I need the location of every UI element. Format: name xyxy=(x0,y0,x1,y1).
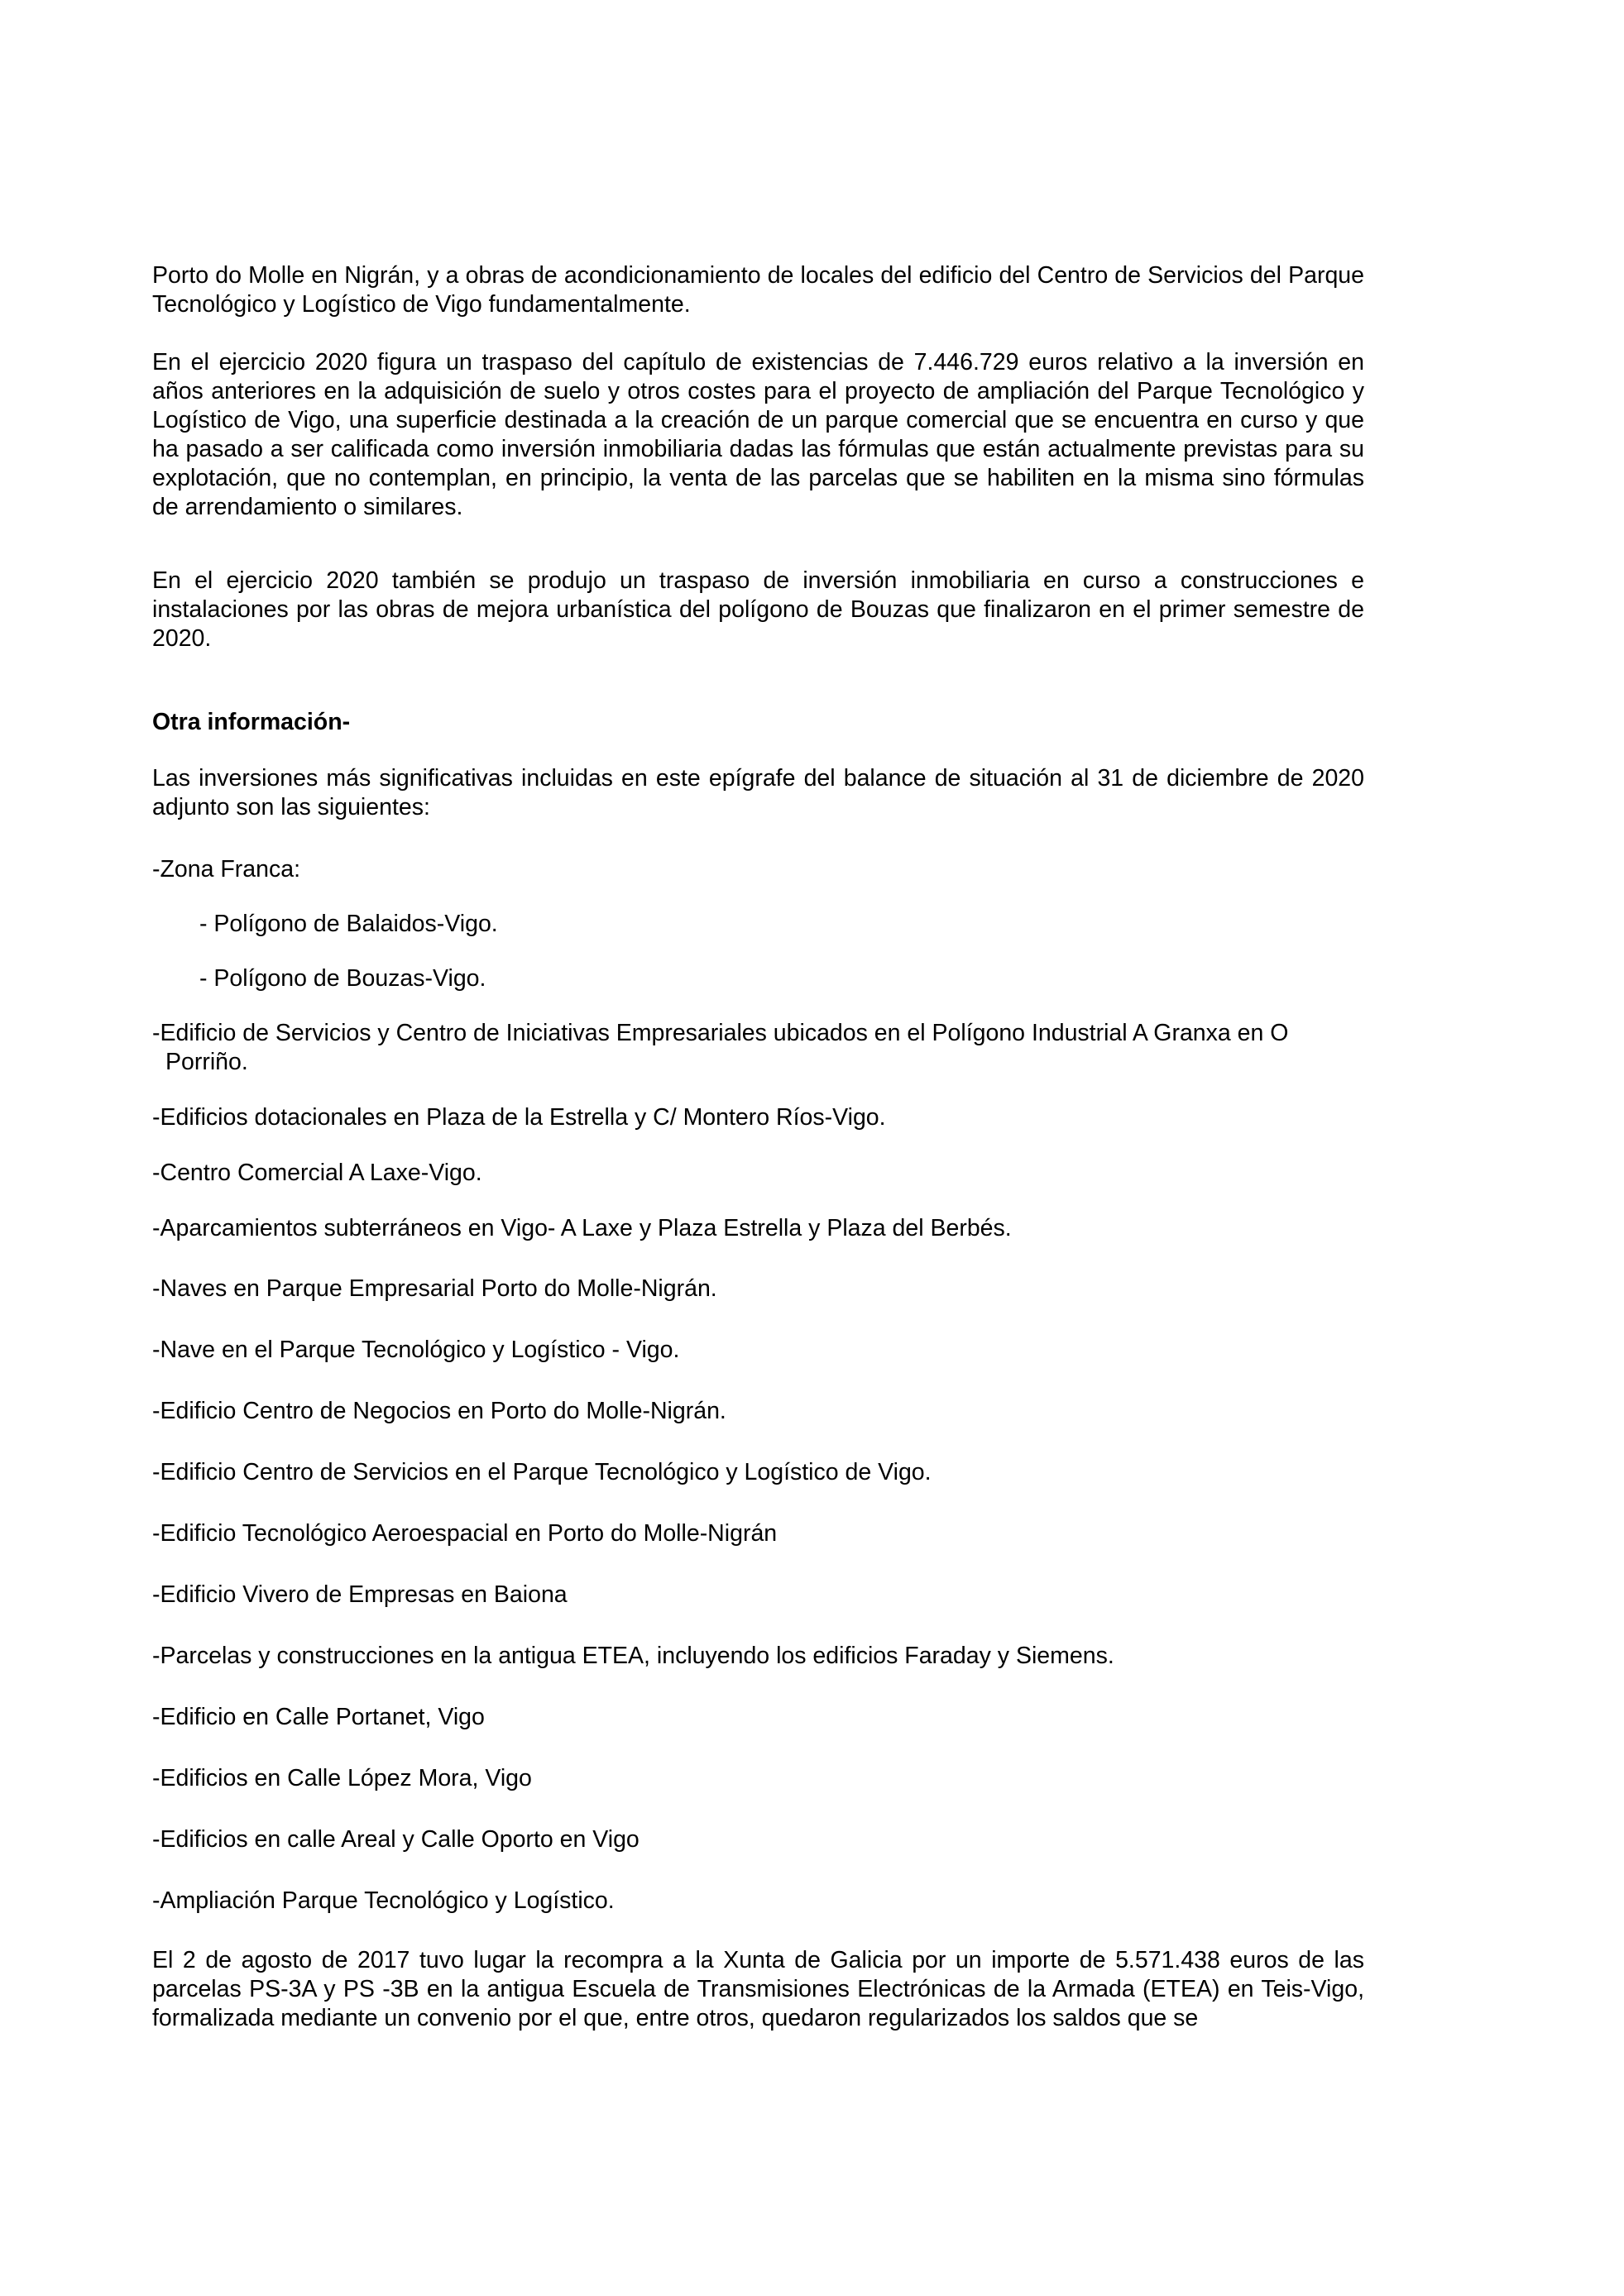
list-item: -Edificio Centro de Servicios en el Parque Tecnológico y Logístico de Vigo. xyxy=(152,1459,932,1485)
list-item: -Edificio Tecnológico Aeroespacial en Porto do Molle-Nigrán xyxy=(152,1520,778,1547)
paragraph-etea-recompra: El 2 de agosto de 2017 tuvo lugar la recompra a la Xunta de Galicia por un importe de 5.571.438 euros de las parcelas PS-3A y PS -3B en la antigua Escuela de Transmisiones Electrónicas de la Armada (ETEA) en Teis-Vigo, formalizada mediante un convenio por el que, entre otros, quedaron regularizados los saldos que se xyxy=(152,1947,1364,2031)
paragraph-continuation: Porto do Molle en Nigrán, y a obras de acondicionamiento de locales del edificio del Centro de Servicios del Parque Tecnológico y Logístico de Vigo fundamentalmente. xyxy=(152,262,1364,318)
list-item: -Edificio en Calle Portanet, Vigo xyxy=(152,1704,485,1730)
list-item: -Edificios en Calle López Mora, Vigo xyxy=(152,1765,532,1791)
list-subitem-bouzas: - Polígono de Bouzas-Vigo. xyxy=(199,965,486,992)
list-item: -Parcelas y construcciones en la antigua ETEA, incluyendo los edificios Faraday y Siemens. xyxy=(152,1643,1114,1669)
list-item: -Aparcamientos subterráneos en Vigo- A Laxe y Plaza Estrella y Plaza del Berbés. xyxy=(152,1215,1012,1241)
paragraph-existencias-transfer: En el ejercicio 2020 figura un traspaso del capítulo de existencias de 7.446.729 euros relativo a la inversión en años anteriores en la adquisición de suelo y otros costes para el proyecto de ampliación del Parque Tecnológico y Logístico de Vigo, una superficie destinada a la creación de un parque comercial que se encuentra en curso y que ha pasado a ser calificada como inversión inmobiliaria dadas las fórmulas que están actualmente previstas para su explotación, que no contemplan, en principio, la venta de las parcelas que se habiliten en la misma sino fórmulas de arrendamiento o similares. xyxy=(152,349,1364,520)
list-item: -Edificio Centro de Negocios en Porto do Molle-Nigrán. xyxy=(152,1398,726,1424)
list-item: -Naves en Parque Empresarial Porto do Molle-Nigrán. xyxy=(152,1275,717,1302)
list-item-granxa: -Edificio de Servicios y Centro de Iniciativas Empresariales ubicados en el Polígono Industrial A Granxa en O xyxy=(152,1020,1289,1046)
list-item-zona-franca: -Zona Franca: xyxy=(152,856,300,883)
list-item: -Ampliación Parque Tecnológico y Logístico. xyxy=(152,1887,615,1914)
list-item: -Edificios dotacionales en Plaza de la Estrella y C/ Montero Ríos-Vigo. xyxy=(152,1104,886,1131)
section-heading: Otra información- xyxy=(152,709,351,735)
list-subitem-balaidos: - Polígono de Balaidos-Vigo. xyxy=(199,911,498,937)
paragraph-bouzas-transfer: En el ejercicio 2020 también se produjo un traspaso de inversión inmobiliaria en curso a construcciones e instalaciones por las obras de mejora urbanística del polígono de Bouzas que finalizaron en el primer semestre de 2020. xyxy=(152,567,1364,652)
list-item: -Nave en el Parque Tecnológico y Logístico - Vigo. xyxy=(152,1337,680,1363)
list-item: -Edificio Vivero de Empresas en Baiona xyxy=(152,1581,568,1608)
paragraph-investments-intro: Las inversiones más significativas incluidas en este epígrafe del balance de situación al 31 de diciembre de 2020 adjunto son las siguientes: xyxy=(152,765,1364,820)
list-item-granxa-continuation: Porriño. xyxy=(165,1049,248,1075)
list-item: -Edificios en calle Areal y Calle Oporto en Vigo xyxy=(152,1826,640,1853)
list-item: -Centro Comercial A Laxe-Vigo. xyxy=(152,1160,482,1186)
